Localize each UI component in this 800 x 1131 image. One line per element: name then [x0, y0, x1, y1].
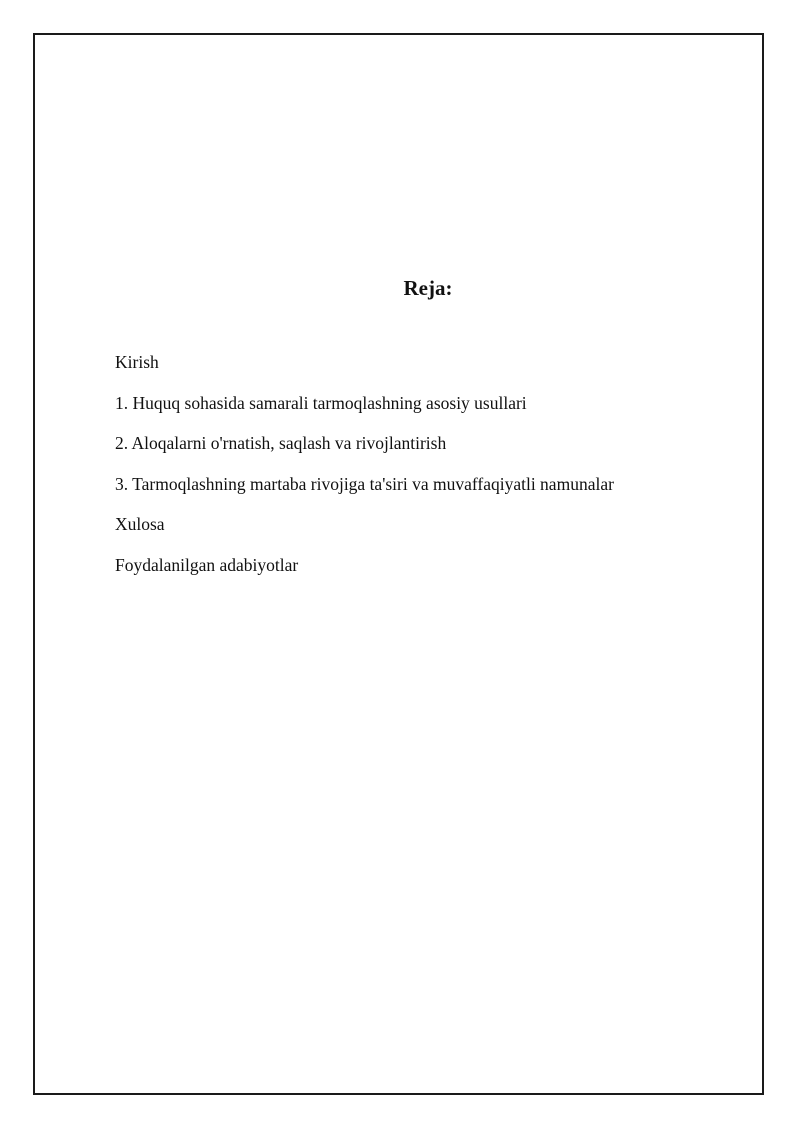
toc-item-conclusion: Xulosa	[115, 514, 165, 534]
toc-item-1: 1. Huquq sohasida samarali tarmoqlashning asosiy usullari	[115, 392, 527, 413]
toc-item-2: 2. Aloqalarni o'rnatish, saqlash va rivojlantirish	[115, 433, 447, 453]
toc-item-3: 3. Tarmoqlashning martaba rivojiga ta'siri va muvaffaqiyatli namunalar	[115, 473, 614, 494]
toc-item-references: Foydalanilgan adabiyotlar	[115, 554, 299, 575]
plan-title: Reja:	[403, 276, 453, 300]
toc-item-introduction: Kirish	[115, 352, 159, 372]
table-of-contents	[115, 350, 614, 593]
